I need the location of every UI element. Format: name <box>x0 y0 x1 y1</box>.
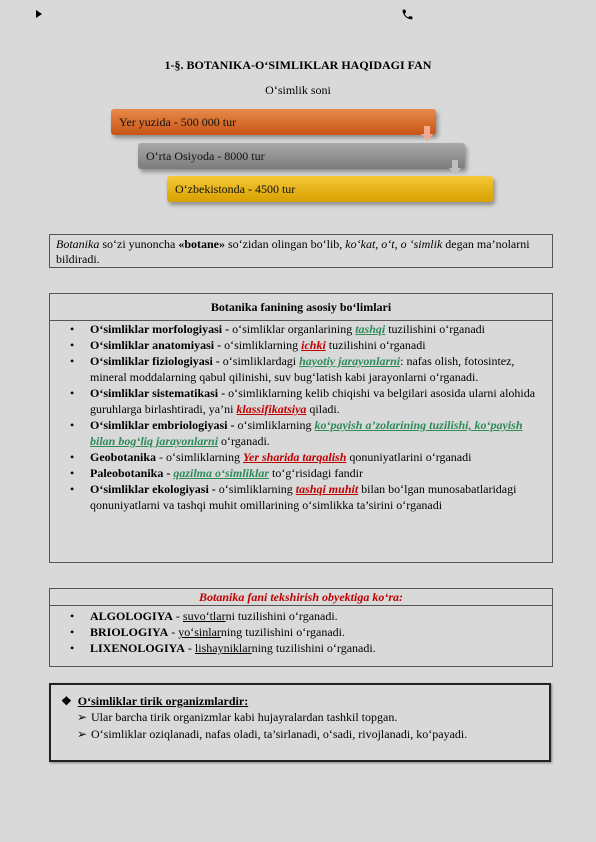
item-text: o‘simliklarning kelib chiqishi va belgilari asosida ularni alohida guruhlarga birlashtiradi, ya’ni <box>90 386 536 416</box>
item-text: ni tuzilishini o‘rganadi. <box>225 609 338 623</box>
item-highlight: tashqi muhit <box>295 482 359 496</box>
count-bar-uzbekistan: O‘zbekistonda - 4500 tur <box>167 176 493 202</box>
list-item <box>90 640 552 656</box>
list-item <box>90 449 552 465</box>
item-term: O‘simliklar fiziologiyasi - <box>90 354 220 368</box>
item-text: o‘simliklarning <box>221 338 302 352</box>
item-text: - <box>172 609 183 623</box>
item-underlined: suvo‘tlar <box>182 609 226 623</box>
item-term: LIXENOLOGIYA <box>90 641 185 655</box>
diamond-bullet-icon: ❖ <box>61 694 72 708</box>
arrow-down-icon <box>449 168 461 175</box>
item-text: tuzilishini o‘rganadi <box>325 338 426 352</box>
item-term: BRIOLOGIYA <box>90 625 169 639</box>
item-text: o‘rganadi. <box>218 434 270 448</box>
item-term: ALGOLOGIYA <box>90 609 173 623</box>
item-text: o‘simliklarning <box>234 418 315 432</box>
item-highlight: tashqi <box>355 322 386 336</box>
item-text: - <box>168 625 179 639</box>
arrow-bullet-icon: ➢ <box>77 710 88 724</box>
list-item <box>90 353 552 385</box>
item-highlight: ichki <box>301 338 326 352</box>
arrow-down-icon <box>421 134 433 141</box>
item-term: O‘simliklar ekologiyasi - <box>90 482 216 496</box>
list-item <box>90 321 552 337</box>
item-text: to‘g‘risidagi fandir <box>269 466 364 480</box>
list-item <box>90 337 552 353</box>
subtitle: O‘simlik soni <box>265 83 331 97</box>
item-text: bilan bo‘lgan munosabatlaridagi qonuniyatlarni va tashqi muhit omillarining o‘simlikka ta’sirini o‘rganadi <box>90 482 517 512</box>
methods-list <box>50 606 552 656</box>
list-item <box>61 709 539 726</box>
item-text: qiladi. <box>306 402 340 416</box>
item-text: - o‘simliklarning <box>156 450 244 464</box>
greek-word: «botane» <box>178 237 225 251</box>
phone-icon <box>401 8 414 26</box>
item-highlight: qazilma o‘simliklar <box>173 466 270 480</box>
list-item <box>90 608 552 624</box>
living-heading-text: O‘simliklar tirik organizmlardir: <box>77 694 249 708</box>
item-highlight: ko‘payish a’zolarining tuzilishi, ko‘payish bilan bog‘liq jarayonlarni <box>90 418 523 448</box>
living-heading <box>61 693 539 709</box>
item-term: O‘simliklar anatomiyasi - <box>90 338 222 352</box>
item-text: O‘simliklar oziqlanadi, nafas oladi, ta’sirlanadi, o‘sadi, rivojlanadi, ko‘payadi. <box>91 727 468 741</box>
list-item <box>90 417 552 449</box>
list-item <box>61 726 539 743</box>
item-text: : nafas olish, fotosintez, mineral moddalarning qabul qilinishi, suv bug‘latish kabi jarayonlarni o‘rganadi. <box>90 354 515 384</box>
branches-box <box>49 293 553 563</box>
item-term: Geobotanika <box>90 450 157 464</box>
text: so‘zidan olingan bo‘lib, <box>224 237 346 251</box>
list-item <box>90 385 552 417</box>
item-highlight: klassifikatsiya <box>236 402 307 416</box>
text: so‘zi yunoncha <box>99 237 179 251</box>
count-bar-central-asia: O‘rta Osiyoda - 8000 tur <box>138 143 465 169</box>
play-marker-icon <box>36 10 42 21</box>
living-organisms-box <box>49 683 551 762</box>
meaning: ko‘kat, o‘t, o ‘simlik <box>345 237 443 251</box>
branches-list <box>50 321 552 513</box>
branches-heading: Botanika fanining asosiy bo‘limlari <box>50 294 552 321</box>
item-text: ning tuzilishini o‘rganadi. <box>251 641 376 655</box>
item-text: - <box>184 641 195 655</box>
item-highlight: hayotiy jarayonlarni <box>299 354 401 368</box>
item-underlined: lishayniklar <box>194 641 252 655</box>
item-text: tuzilishini o‘rganadi <box>385 322 485 336</box>
list-item <box>90 481 552 513</box>
methods-box <box>49 588 553 667</box>
item-text: qonuniyatlarini o‘rganadi <box>346 450 472 464</box>
item-highlight: Yer sharida tarqalish <box>243 450 347 464</box>
definition-box <box>49 234 553 268</box>
term: Botanika <box>56 237 100 251</box>
text: degan ma’nolarni bildiradi. <box>56 237 530 266</box>
item-text: Ular barcha tirik organizmlar kabi hujayralardan tashkil topgan. <box>91 710 398 724</box>
item-term: O‘simliklar sistematikasi - <box>90 386 226 400</box>
arrow-bullet-icon: ➢ <box>77 727 88 741</box>
item-underlined: yo‘sinlar <box>178 625 221 639</box>
item-term: O‘simliklar morfologiyasi - <box>90 322 230 336</box>
item-text: o‘simliklar organlarining <box>229 322 356 336</box>
count-bar-world: Yer yuzida - 500 000 tur <box>111 109 436 135</box>
list-item <box>90 465 552 481</box>
methods-heading: Botanika fani tekshirish obyektiga ko‘ra: <box>50 589 552 606</box>
page-title: 1-§. BOTANIKA-O‘SIMLIKLAR HAQIDAGI FAN <box>164 58 432 72</box>
item-term: Paleobotanika - <box>90 466 171 480</box>
item-text: o‘simliklarning <box>215 482 296 496</box>
item-text: o‘simliklardagi <box>219 354 300 368</box>
item-text: ning tuzilishini o‘rganadi. <box>220 625 346 639</box>
list-item <box>90 624 552 640</box>
item-term: O‘simliklar embriologiyasi - <box>90 418 235 432</box>
